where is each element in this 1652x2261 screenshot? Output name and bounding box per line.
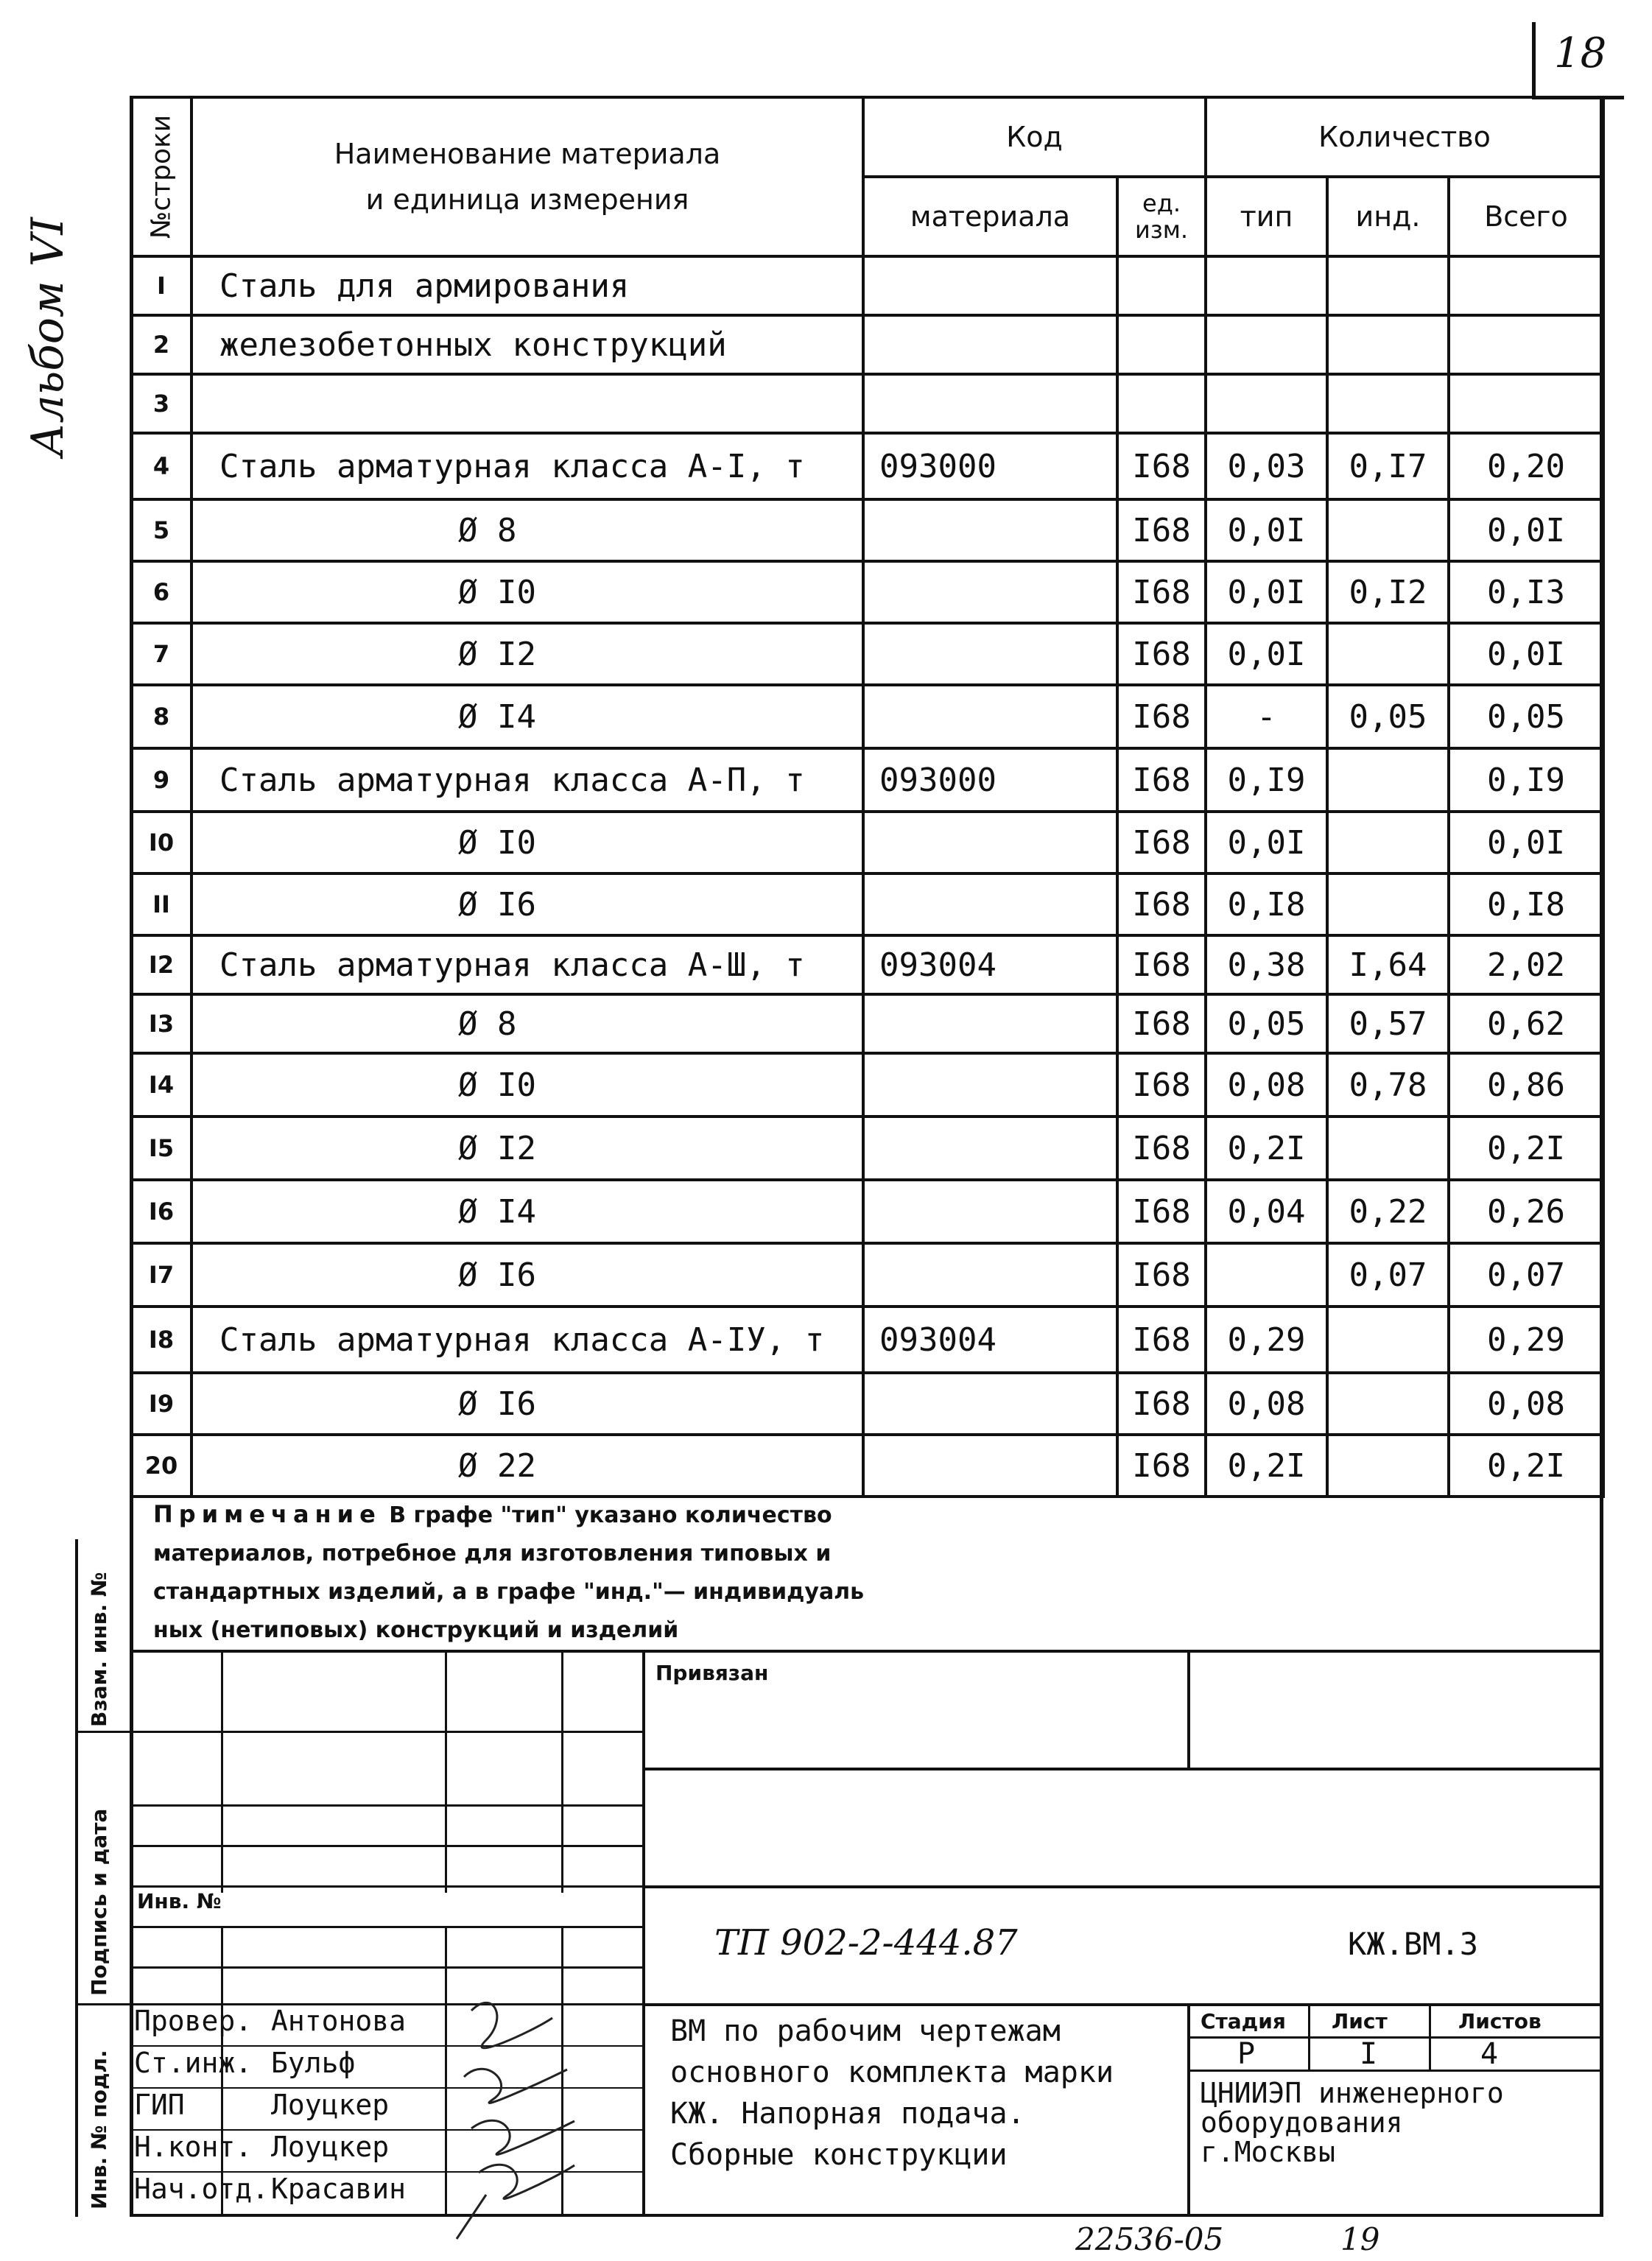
row-number: 4: [131, 433, 191, 499]
album-label: Альбом VI: [22, 217, 74, 457]
line-tied-divider: [1187, 1650, 1190, 1768]
header-material: материала: [863, 177, 1117, 256]
table-row: [131, 1180, 1603, 1243]
qty-ind: 0,07: [1327, 1243, 1449, 1307]
qty-ind: [1327, 873, 1449, 935]
material-name: Сталь арматурная класса A-I, т: [191, 433, 863, 499]
note-line1: В графе "тип" указано количество: [389, 1502, 832, 1528]
material-name: Сталь арматурная класса А-IУ, т: [191, 1307, 863, 1373]
row-number: I2: [131, 935, 191, 994]
signatures-scribble: [442, 1989, 589, 2254]
material-code: [863, 1053, 1117, 1117]
material-code: 093004: [863, 935, 1117, 994]
qty-total: 0,2I: [1449, 1435, 1603, 1497]
row-number: I: [131, 256, 191, 315]
qty-typ: 0,0I: [1206, 499, 1327, 561]
line-grid-h4: [130, 1885, 642, 1888]
unit-code: I68: [1117, 685, 1206, 748]
table-row: [131, 1243, 1603, 1307]
line-bottom: [130, 2214, 1603, 2217]
line-grid-h6: [130, 1966, 642, 1969]
qty-total: 0,62: [1449, 994, 1603, 1053]
qty-typ: [1206, 374, 1327, 433]
line-grid-v3: [561, 1650, 563, 1893]
signer-name: Лоуцкер: [271, 2131, 390, 2163]
unit-code: I68: [1117, 1243, 1206, 1307]
line-stage-div2: [1429, 2003, 1431, 2070]
row-number: I7: [131, 1243, 191, 1307]
row-number: 8: [131, 685, 191, 748]
qty-typ: 0,0I: [1206, 561, 1327, 623]
signer-name: Лоуцкер: [271, 2089, 390, 2121]
material-name: Ø I6: [191, 1373, 863, 1435]
qty-total: [1449, 256, 1603, 315]
qty-ind: 0,I2: [1327, 561, 1449, 623]
qty-ind: 0,05: [1327, 685, 1449, 748]
material-code: [863, 623, 1117, 685]
qty-ind: [1327, 315, 1449, 374]
table-row: [131, 315, 1603, 374]
unit-code: I68: [1117, 623, 1206, 685]
line-stage-div1: [1308, 2003, 1310, 2070]
doc-title: ВМ по рабочим чертежам основного комплекта марки КЖ. Напорная подача. Сборные конструкции: [670, 2014, 1114, 2172]
material-table: [130, 96, 1605, 1498]
line-side-div1: [75, 1731, 130, 1733]
unit-code: I68: [1117, 561, 1206, 623]
unit-code: I68: [1117, 1373, 1206, 1435]
material-code: 093004: [863, 1307, 1117, 1373]
line-side-outer: [75, 1539, 78, 2217]
unit-code: I68: [1117, 499, 1206, 561]
header-name: Наименование материала и единица измерения: [191, 97, 863, 256]
unit-code: I68: [1117, 994, 1206, 1053]
material-name: Ø 8: [191, 499, 863, 561]
header-total: Всего: [1449, 177, 1603, 256]
qty-typ: [1206, 256, 1327, 315]
qty-total: 0,0I: [1449, 812, 1603, 873]
qty-total: 0,0I: [1449, 499, 1603, 561]
material-code: 093000: [863, 748, 1117, 812]
stage-value: Р: [1237, 2037, 1256, 2071]
qty-ind: 0,I7: [1327, 433, 1449, 499]
material-name: Ø I6: [191, 873, 863, 935]
qty-typ: [1206, 1243, 1327, 1307]
organization: ЦНИИЭП инженерного оборудования г.Москвы: [1201, 2077, 1504, 2168]
row-number: II: [131, 873, 191, 935]
unit-code: I68: [1117, 1180, 1206, 1243]
qty-ind: [1327, 1307, 1449, 1373]
line-org-left: [1187, 2003, 1190, 2217]
material-code: [863, 1117, 1117, 1180]
table-row: [131, 748, 1603, 812]
signer-role: Нач.отд.: [134, 2173, 270, 2205]
material-name: Сталь арматурная класса А-П, т: [191, 748, 863, 812]
row-number: 5: [131, 499, 191, 561]
qty-total: 0,26: [1449, 1180, 1603, 1243]
material-code: [863, 1373, 1117, 1435]
table-row: [131, 623, 1603, 685]
sheet-label: Лист: [1332, 2009, 1388, 2033]
qty-total: 0,2I: [1449, 1117, 1603, 1180]
line-stamp-left: [642, 1650, 645, 2217]
qty-typ: 0,2I: [1206, 1435, 1327, 1497]
material-code: [863, 812, 1117, 873]
material-name: [191, 374, 863, 433]
qty-total: 0,I8: [1449, 873, 1603, 935]
qty-total: 0,08: [1449, 1373, 1603, 1435]
qty-typ: 0,I8: [1206, 873, 1327, 935]
material-name: Ø I2: [191, 1117, 863, 1180]
qty-total: 0,0I: [1449, 623, 1603, 685]
qty-typ: 0,08: [1206, 1373, 1327, 1435]
page-number: 18: [1554, 29, 1607, 77]
qty-total: 0,I9: [1449, 748, 1603, 812]
header-typ: тип: [1206, 177, 1327, 256]
note-lead: Примечание: [153, 1500, 382, 1528]
material-name: Ø 22: [191, 1435, 863, 1497]
unit-code: I68: [1117, 1117, 1206, 1180]
qty-total: 0,05: [1449, 685, 1603, 748]
unit-code: I68: [1117, 1307, 1206, 1373]
row-number: 3: [131, 374, 191, 433]
signer-role: Н.конт.: [134, 2131, 253, 2163]
sheet-mark: КЖ.ВМ.3: [1348, 1926, 1479, 1962]
qty-typ: 0,29: [1206, 1307, 1327, 1373]
material-name: железобетонных конструкций: [191, 315, 863, 374]
material-code: [863, 1243, 1117, 1307]
header-unit: ед. изм.: [1117, 177, 1206, 256]
unit-code: [1117, 374, 1206, 433]
material-name: Ø I4: [191, 1180, 863, 1243]
qty-typ: 0,03: [1206, 433, 1327, 499]
footer-code: 22536-05: [1075, 2221, 1224, 2257]
qty-ind: [1327, 812, 1449, 873]
material-name: Сталь арматурная класса А-Ш, т: [191, 935, 863, 994]
table-row: [131, 561, 1603, 623]
qty-typ: -: [1206, 685, 1327, 748]
line-tied-bottom: [642, 1768, 1600, 1771]
row-number: I5: [131, 1117, 191, 1180]
material-code: [863, 1180, 1117, 1243]
qty-ind: [1327, 623, 1449, 685]
material-name: Ø I4: [191, 685, 863, 748]
material-name: Ø I0: [191, 812, 863, 873]
table-row: [131, 935, 1603, 994]
side-label-inv-podl: Инв. № подл.: [87, 2050, 111, 2209]
inv-no-label: Инв. №: [137, 1889, 222, 1913]
table-row: [131, 374, 1603, 433]
material-code: 093000: [863, 433, 1117, 499]
line-grid-v2: [445, 1650, 447, 1893]
table-body: [131, 256, 1603, 1497]
qty-typ: 0,0I: [1206, 623, 1327, 685]
qty-typ: 0,0I: [1206, 812, 1327, 873]
row-number: 9: [131, 748, 191, 812]
table-row: [131, 1435, 1603, 1497]
qty-ind: [1327, 1373, 1449, 1435]
line-grid-h1: [130, 1731, 642, 1733]
qty-ind: [1327, 256, 1449, 315]
signer-role: Ст.инж.: [134, 2047, 253, 2079]
note-line3: стандартных изделий, а в графе "инд."— индивидуаль: [153, 1579, 865, 1605]
unit-code: I68: [1117, 1435, 1206, 1497]
doc-code: ТП 902-2-444.87: [714, 1922, 1018, 1963]
qty-typ: [1206, 315, 1327, 374]
sheets-label: Листов: [1458, 2009, 1542, 2033]
signer-role: ГИП: [134, 2089, 185, 2121]
note-line4: ных (нетиповых) конструкций и изделий: [153, 1617, 679, 1643]
qty-typ: 0,38: [1206, 935, 1327, 994]
line-grid-h3: [130, 1845, 642, 1847]
material-name: Ø I2: [191, 623, 863, 685]
qty-typ: 0,2I: [1206, 1117, 1327, 1180]
header-code: Код: [863, 97, 1206, 177]
table-row: [131, 685, 1603, 748]
line-grid-v1: [221, 1650, 223, 1893]
material-code: [863, 499, 1117, 561]
signer-name: Антонова: [271, 2005, 407, 2037]
row-number: I0: [131, 812, 191, 873]
qty-ind: 0,78: [1327, 1053, 1449, 1117]
unit-code: [1117, 315, 1206, 374]
tied-to-label: Привязан: [655, 1661, 769, 1685]
line-grid-h2: [130, 1804, 642, 1807]
qty-total: [1449, 374, 1603, 433]
material-name: Ø 8: [191, 994, 863, 1053]
qty-typ: 0,04: [1206, 1180, 1327, 1243]
qty-total: 0,20: [1449, 433, 1603, 499]
table-row: [131, 433, 1603, 499]
sheet-value: I: [1360, 2037, 1378, 2071]
unit-code: I68: [1117, 873, 1206, 935]
qty-total: 2,02: [1449, 935, 1603, 994]
unit-code: I68: [1117, 433, 1206, 499]
row-number: I6: [131, 1180, 191, 1243]
header-row-no: №строки: [131, 97, 191, 256]
unit-code: I68: [1117, 1053, 1206, 1117]
table-row: [131, 812, 1603, 873]
qty-ind: [1327, 748, 1449, 812]
qty-ind: 0,57: [1327, 994, 1449, 1053]
material-name: Ø I6: [191, 1243, 863, 1307]
qty-typ: 0,05: [1206, 994, 1327, 1053]
material-name: Ø I0: [191, 561, 863, 623]
note: [153, 1495, 1332, 1650]
material-code: [863, 1435, 1117, 1497]
qty-ind: 0,22: [1327, 1180, 1449, 1243]
qty-total: 0,86: [1449, 1053, 1603, 1117]
table-row: [131, 1053, 1603, 1117]
row-number: I8: [131, 1307, 191, 1373]
unit-code: I68: [1117, 935, 1206, 994]
unit-code: I68: [1117, 748, 1206, 812]
unit-code: [1117, 256, 1206, 315]
line-code-top: [642, 1885, 1600, 1888]
sheets-value: 4: [1480, 2037, 1499, 2071]
line-note-bottom: [130, 1650, 1603, 1653]
material-code: [863, 994, 1117, 1053]
table-row: [131, 873, 1603, 935]
qty-ind: [1327, 1435, 1449, 1497]
table-row: [131, 1117, 1603, 1180]
material-code: [863, 315, 1117, 374]
line-side-div2: [75, 2003, 130, 2005]
table-row: [131, 1373, 1603, 1435]
row-number: 2: [131, 315, 191, 374]
row-number: 7: [131, 623, 191, 685]
qty-typ: 0,I9: [1206, 748, 1327, 812]
qty-ind: I,64: [1327, 935, 1449, 994]
row-number: I3: [131, 994, 191, 1053]
table-row: [131, 1307, 1603, 1373]
qty-ind: [1327, 374, 1449, 433]
material-name: Ø I0: [191, 1053, 863, 1117]
qty-ind: [1327, 1117, 1449, 1180]
table-row: [131, 499, 1603, 561]
row-number: I9: [131, 1373, 191, 1435]
qty-total: 0,07: [1449, 1243, 1603, 1307]
material-code: [863, 374, 1117, 433]
note-line2: материалов, потребное для изготовления типовых и: [153, 1541, 832, 1566]
signer-name: Бульф: [271, 2047, 356, 2079]
material-code: [863, 561, 1117, 623]
material-code: [863, 685, 1117, 748]
signer-role: Провер.: [134, 2005, 253, 2037]
side-label-vzam: Взам. инв. №: [87, 1572, 111, 1727]
row-number: 6: [131, 561, 191, 623]
signer-name: Красавин: [271, 2173, 407, 2205]
material-code: [863, 873, 1117, 935]
line-grid-h5: [130, 1926, 642, 1928]
table-row: [131, 256, 1603, 315]
header-ind: инд.: [1327, 177, 1449, 256]
unit-code: I68: [1117, 812, 1206, 873]
row-number: 20: [131, 1435, 191, 1497]
stage-label: Стадия: [1201, 2009, 1286, 2033]
line-code-bottom: [642, 2003, 1600, 2006]
qty-total: 0,I3: [1449, 561, 1603, 623]
material-name: Сталь для армирования: [191, 256, 863, 315]
qty-total: 0,29: [1449, 1307, 1603, 1373]
material-code: [863, 256, 1117, 315]
table-row: [131, 994, 1603, 1053]
footer-page: 19: [1340, 2221, 1380, 2257]
row-number: I4: [131, 1053, 191, 1117]
qty-typ: 0,08: [1206, 1053, 1327, 1117]
qty-ind: [1327, 499, 1449, 561]
qty-total: [1449, 315, 1603, 374]
header-quantity: Количество: [1206, 97, 1603, 177]
side-label-podp: Подпись и дата: [87, 1808, 111, 1996]
